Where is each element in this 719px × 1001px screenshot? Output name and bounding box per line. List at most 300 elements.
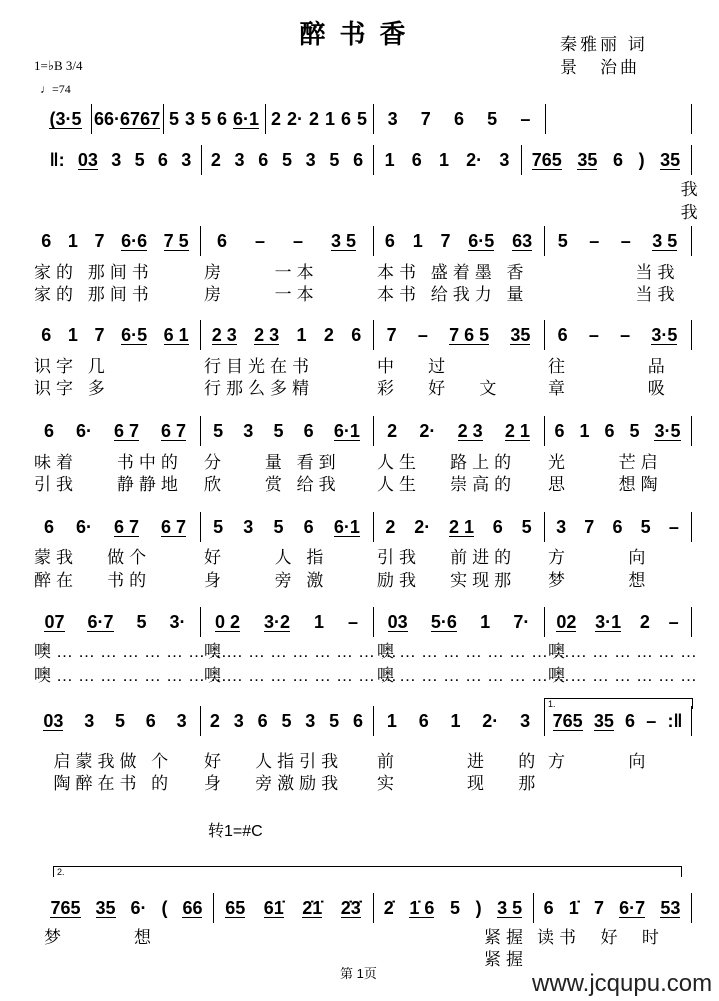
measure xyxy=(547,607,688,637)
measure xyxy=(33,320,197,350)
note: 5 xyxy=(356,108,367,129)
note: 6 xyxy=(625,710,636,731)
note: 7 6 5 xyxy=(449,324,490,345)
bar-line xyxy=(200,706,201,736)
note: 03 xyxy=(387,611,408,632)
lyric-line-2: 行那么多精 xyxy=(204,379,314,398)
lyric-line-1: 行目光在书 xyxy=(204,357,314,376)
tempo-mark: ♩=74 xyxy=(40,82,71,96)
note: 5·6 xyxy=(430,611,457,632)
note: – xyxy=(417,324,428,345)
lyric-line-2: 彩 好 文 xyxy=(377,379,502,398)
lyric-line-2: 欣 赏 给我 xyxy=(204,475,341,494)
note: – xyxy=(292,230,303,251)
measure xyxy=(33,226,197,256)
measure xyxy=(33,512,197,542)
bar-line xyxy=(691,893,692,923)
note: 6 xyxy=(94,108,105,129)
watermark: www.jcqupu.com xyxy=(532,970,713,997)
measure xyxy=(524,145,688,175)
bar-line xyxy=(200,226,201,256)
lyric-line-2: 引我 静静地 xyxy=(34,475,183,494)
note: 3 xyxy=(84,710,95,731)
note: 6 xyxy=(257,710,268,731)
note: 6 xyxy=(384,230,395,251)
measure xyxy=(94,104,160,134)
note: 5 xyxy=(281,149,292,170)
note: 7 xyxy=(386,324,397,345)
note: 6 xyxy=(41,324,52,345)
note: (3·5 xyxy=(49,108,82,129)
measure xyxy=(376,226,541,256)
note: 2 xyxy=(385,516,396,537)
note: ) xyxy=(638,149,645,170)
note: 6 7 xyxy=(160,516,186,537)
bar-line xyxy=(544,416,545,446)
note: 35 xyxy=(577,149,598,170)
note: 5 xyxy=(487,108,498,129)
lyric-line-1: 人生 路上的 xyxy=(377,453,517,472)
note: 6 7 xyxy=(113,420,139,441)
note: 3 xyxy=(305,149,316,170)
note: 5 xyxy=(629,420,640,441)
bar-line xyxy=(373,104,374,134)
note: 6 xyxy=(145,710,156,731)
note: 7 xyxy=(94,230,105,251)
note: 1 xyxy=(412,230,423,251)
bar-line xyxy=(544,512,545,542)
note: 3 xyxy=(556,516,567,537)
bar-line xyxy=(373,416,374,446)
note: 6 xyxy=(353,149,364,170)
note: 5 xyxy=(168,108,179,129)
key-time-signature: 1=♭B 3/4 xyxy=(34,58,83,73)
note: 7 xyxy=(440,230,451,251)
measure xyxy=(33,706,197,736)
lyric-line-1: 中 过 xyxy=(377,357,451,376)
volta-2: 2. xyxy=(53,866,682,877)
note: ( xyxy=(161,897,168,918)
measure xyxy=(203,416,370,446)
lyric-line-2: 思 想陶 xyxy=(548,475,663,494)
lyric-line-1: 往 品 xyxy=(548,357,670,376)
bar-line xyxy=(200,512,201,542)
note: – xyxy=(646,710,657,731)
lyric-line-1: 好 人指引我 xyxy=(204,752,344,771)
bar-line xyxy=(691,145,692,175)
bar-line xyxy=(163,104,164,134)
note: 6· xyxy=(130,897,147,918)
bar-line xyxy=(691,416,692,446)
note: 6 xyxy=(352,710,363,731)
note: 3 xyxy=(176,710,187,731)
note: 6 xyxy=(216,230,227,251)
lyric-line-1: 本书 盛着墨 香 xyxy=(377,263,529,282)
note: 35 xyxy=(510,324,531,345)
note: 02 xyxy=(556,611,577,632)
note: 2 xyxy=(308,108,319,129)
note: 5 xyxy=(640,516,651,537)
modulation-mark: 转1=#C xyxy=(208,823,263,840)
note: 03 xyxy=(77,149,98,170)
bar-line xyxy=(200,607,201,637)
note: 765 xyxy=(552,710,583,731)
note: 6 xyxy=(604,420,615,441)
note: 61̇ xyxy=(263,897,284,918)
note: 6 xyxy=(41,230,52,251)
lyric-line-1: 味着 书中的 xyxy=(34,453,183,472)
measure xyxy=(376,607,541,637)
bar-line xyxy=(373,320,374,350)
lyric-line-2: 房 一本 xyxy=(204,285,319,304)
note: 2 3 xyxy=(457,420,483,441)
note: 5 xyxy=(213,516,224,537)
note: 2 xyxy=(639,611,650,632)
note: 2· xyxy=(466,149,483,170)
lyric-line-2: 我 xyxy=(525,203,703,222)
note: 6·1 xyxy=(333,516,360,537)
measure xyxy=(216,893,370,923)
note: 6 xyxy=(157,149,168,170)
measure xyxy=(43,104,88,134)
note: 1 xyxy=(324,108,335,129)
note: 2̇1̇ xyxy=(302,897,323,918)
measure xyxy=(547,320,688,350)
bar-line xyxy=(544,320,545,350)
measure xyxy=(376,145,518,175)
note: 6 xyxy=(340,108,351,129)
bar-line xyxy=(213,893,214,923)
bar-line xyxy=(544,607,545,637)
note: 1 xyxy=(386,710,397,731)
note: – xyxy=(668,516,679,537)
bar-line xyxy=(691,320,692,350)
note: 53 xyxy=(660,897,681,918)
note: ) xyxy=(475,897,482,918)
measure xyxy=(204,145,370,175)
note: – xyxy=(589,230,600,251)
note: 7 xyxy=(593,897,604,918)
note: :‖ xyxy=(667,710,683,731)
note: 6·5 xyxy=(121,324,148,345)
lyric-line-1: 读书 好 时 xyxy=(537,928,664,947)
lyric-line-2: 家的 那间书 xyxy=(34,285,154,304)
lyric-line-2: 醉在 书的 xyxy=(34,571,152,590)
lyric-line-1: 方 向 xyxy=(548,752,651,771)
note: 0 2 xyxy=(214,611,241,632)
note: 5 xyxy=(136,611,147,632)
note: 2 xyxy=(387,420,398,441)
note: 5 xyxy=(213,420,224,441)
bar-line xyxy=(373,226,374,256)
note: 3 xyxy=(520,710,531,731)
measure xyxy=(547,512,688,542)
note: 5 xyxy=(329,149,340,170)
bar-line xyxy=(544,706,545,736)
note: 1 xyxy=(384,149,395,170)
lyric-line-2: 噢……………… xyxy=(548,666,702,685)
note: 765 xyxy=(50,897,81,918)
note: 6 7 xyxy=(160,420,186,441)
note: 5 xyxy=(273,516,284,537)
lyric-line-2: 实 现 那 xyxy=(377,774,541,793)
lyric-line-1: 当我 xyxy=(548,263,680,282)
note: 3 xyxy=(243,516,254,537)
note: 6·5 xyxy=(468,230,495,251)
measure xyxy=(33,416,197,446)
note: 2̇ xyxy=(383,897,394,918)
lyric-line-2: 章 吸 xyxy=(548,379,670,398)
note: 2 3 xyxy=(254,324,280,345)
lyric-line-1: 方 向 xyxy=(548,548,651,567)
note: 6 xyxy=(418,710,429,731)
bar-line xyxy=(373,706,374,736)
note: 1 xyxy=(313,611,324,632)
page-number: 第 1页 xyxy=(340,966,377,981)
lyric-line-1: 蒙我 做个 xyxy=(34,548,152,567)
bar-line xyxy=(691,512,692,542)
note: – xyxy=(254,230,265,251)
bar-line xyxy=(373,607,374,637)
note: 3 xyxy=(111,149,122,170)
note: 6·7 xyxy=(87,611,114,632)
measure xyxy=(547,416,688,446)
bar-line xyxy=(691,607,692,637)
note: 6· xyxy=(75,420,92,441)
note: 03 xyxy=(43,710,64,731)
bar-line xyxy=(691,226,692,256)
note: 765 xyxy=(531,149,562,170)
bar-line xyxy=(373,893,374,923)
note: 2· xyxy=(414,516,431,537)
note: 3·5 xyxy=(651,324,678,345)
bar-line xyxy=(533,893,534,923)
note: 5 xyxy=(557,230,568,251)
note: 2 3 xyxy=(211,324,237,345)
lyric-line-2: 噢…………………… xyxy=(34,666,232,685)
bar-line xyxy=(265,104,266,134)
measure xyxy=(203,512,370,542)
lyric-line-2: 识字 多 xyxy=(34,379,110,398)
note: 3 xyxy=(305,710,316,731)
lyric-line-2: 身 旁激励我 xyxy=(204,774,344,793)
note: 1 xyxy=(296,324,307,345)
lyric-line-2: 身 旁 激 xyxy=(204,571,329,590)
note: 07 xyxy=(44,611,65,632)
note: 5 xyxy=(329,710,340,731)
note: 1 xyxy=(579,420,590,441)
note: – xyxy=(347,611,358,632)
lyric-line-1: 好 人 指 xyxy=(204,548,329,567)
note: 6·6 xyxy=(121,230,148,251)
note: 6 xyxy=(612,149,623,170)
note: 6 xyxy=(43,516,54,537)
lyric-line-1: 家的 那间书 xyxy=(34,263,154,282)
measure xyxy=(203,706,370,736)
note: 6 xyxy=(554,420,565,441)
lyric-line-2: 陶醉在书 的 xyxy=(34,774,174,793)
measure xyxy=(376,893,530,923)
bar-line xyxy=(373,512,374,542)
lyric-line-1: 梦 想 xyxy=(44,928,157,947)
note: 65 xyxy=(225,897,246,918)
note: 3 5 xyxy=(330,230,356,251)
note: 3 xyxy=(181,149,192,170)
bar-line xyxy=(373,145,374,175)
note: 63 xyxy=(512,230,533,251)
note: 6 xyxy=(411,149,422,170)
measure xyxy=(376,320,541,350)
measure xyxy=(166,104,262,134)
note: 1 xyxy=(438,149,449,170)
note: 6 xyxy=(453,108,464,129)
note: 6· xyxy=(75,516,92,537)
note: 1 xyxy=(67,324,78,345)
lyric-line-2: 励我 实现那 xyxy=(377,571,517,590)
lyric-line-1: 紧握 xyxy=(377,928,528,947)
note: 1 xyxy=(450,710,461,731)
lyric-line-1: 引我 前进的 xyxy=(377,548,517,567)
note: 1 xyxy=(480,611,491,632)
note: 3·2 xyxy=(263,611,290,632)
note: 66 xyxy=(182,897,203,918)
lyric-line-1: 噢……………… xyxy=(548,642,702,661)
note: 2 xyxy=(270,108,281,129)
lyric-line-1: 启蒙我做 个 xyxy=(34,752,174,771)
measure xyxy=(536,893,688,923)
lyric-line-2: 人生 崇高的 xyxy=(377,475,517,494)
measure xyxy=(547,706,688,736)
lyric-line-2: 梦 想 xyxy=(548,571,651,590)
note: 3· xyxy=(169,611,186,632)
measure xyxy=(547,226,688,256)
note: 3 5 xyxy=(652,230,678,251)
note: ‖: xyxy=(49,149,65,170)
note: 3 5 xyxy=(497,897,523,918)
note: – xyxy=(520,108,531,129)
note: 6 xyxy=(351,324,362,345)
lyric-line-1: 噢…………………… xyxy=(34,642,232,661)
lyric-line-2: 紧握 xyxy=(377,950,528,969)
lyricist: 秦雅丽 词 xyxy=(560,35,648,54)
note: 6 xyxy=(612,516,623,537)
lyric-line-1: 光 芒启 xyxy=(548,453,663,472)
lyric-line-1: 我 xyxy=(525,180,703,199)
note: 2 xyxy=(209,710,220,731)
note: 7 xyxy=(94,324,105,345)
note: 5 xyxy=(449,897,460,918)
note: 5 xyxy=(521,516,532,537)
note: 35 xyxy=(95,897,116,918)
note: 2· xyxy=(286,108,303,129)
note: 3 xyxy=(387,108,398,129)
note: 7 xyxy=(584,516,595,537)
composer: 景 治曲 xyxy=(560,58,640,77)
bar-line xyxy=(691,104,692,134)
note: 5 xyxy=(281,710,292,731)
note: 35 xyxy=(660,149,681,170)
note: 2 1 xyxy=(448,516,475,537)
measure xyxy=(376,706,541,736)
note: 3 xyxy=(234,149,245,170)
bar-line xyxy=(545,104,546,134)
note: 2 1 xyxy=(504,420,530,441)
note: 7 5 xyxy=(163,230,189,251)
note: 3·1 xyxy=(595,611,622,632)
bar-line xyxy=(691,706,692,736)
lyric-line-1: 房 一本 xyxy=(204,263,319,282)
measure xyxy=(203,226,370,256)
bar-line xyxy=(200,320,201,350)
bar-line xyxy=(200,416,201,446)
note: 35 xyxy=(593,710,614,731)
note: 67 xyxy=(120,108,141,129)
note: 6· xyxy=(104,108,121,129)
note: 2̇3̇ xyxy=(340,897,361,918)
measure xyxy=(376,104,542,134)
note: 1̇ xyxy=(568,897,579,918)
note: 6 7 xyxy=(113,516,139,537)
lyric-line-1: 识字 几 xyxy=(34,357,110,376)
note: 6 xyxy=(303,516,314,537)
note: 5 xyxy=(200,108,211,129)
note: 6 1 xyxy=(163,324,189,345)
measure xyxy=(203,320,370,350)
note: 3 xyxy=(233,710,244,731)
note: 3 xyxy=(243,420,254,441)
note: 6 xyxy=(43,420,54,441)
lyric-line-1: 噢…………………… xyxy=(377,642,575,661)
note: 6 xyxy=(543,897,554,918)
lyric-line-2: 本书 给我力 量 xyxy=(377,285,529,304)
lyric-line-1: 噢…………………… xyxy=(204,642,402,661)
bar-line xyxy=(521,145,522,175)
note: 3·5 xyxy=(654,420,681,441)
lyric-line-1: 分 量 看到 xyxy=(204,453,341,472)
measure xyxy=(203,607,370,637)
note: – xyxy=(620,324,631,345)
volta-1: 1. xyxy=(544,698,693,709)
note: 67 xyxy=(140,108,161,129)
note: 5 xyxy=(134,149,145,170)
measure xyxy=(43,893,210,923)
note: 6 xyxy=(216,108,227,129)
song-title: 醉书香 xyxy=(299,20,420,50)
lyric-line-2: 噢…………………… xyxy=(204,666,402,685)
lyric-line-2: 当我 xyxy=(548,285,680,304)
note: 5 xyxy=(115,710,126,731)
note: 5 xyxy=(273,420,284,441)
note: 6·1 xyxy=(333,420,360,441)
measure xyxy=(33,607,197,637)
note: 6·1 xyxy=(232,108,259,129)
bar-line xyxy=(201,145,202,175)
note: – xyxy=(620,230,631,251)
note: 6 xyxy=(258,149,269,170)
note: 6 xyxy=(303,420,314,441)
bar-line xyxy=(91,104,92,134)
measure xyxy=(43,145,198,175)
measure xyxy=(268,104,370,134)
note: 7· xyxy=(513,611,530,632)
note: 1̇ 6 xyxy=(409,897,435,918)
lyric-line-1: 前 进 的 xyxy=(377,752,541,771)
note: 1 xyxy=(67,230,78,251)
lyric-line-2: 噢…………………… xyxy=(377,666,575,685)
note: – xyxy=(668,611,679,632)
note: 2· xyxy=(419,420,436,441)
measure xyxy=(376,416,541,446)
